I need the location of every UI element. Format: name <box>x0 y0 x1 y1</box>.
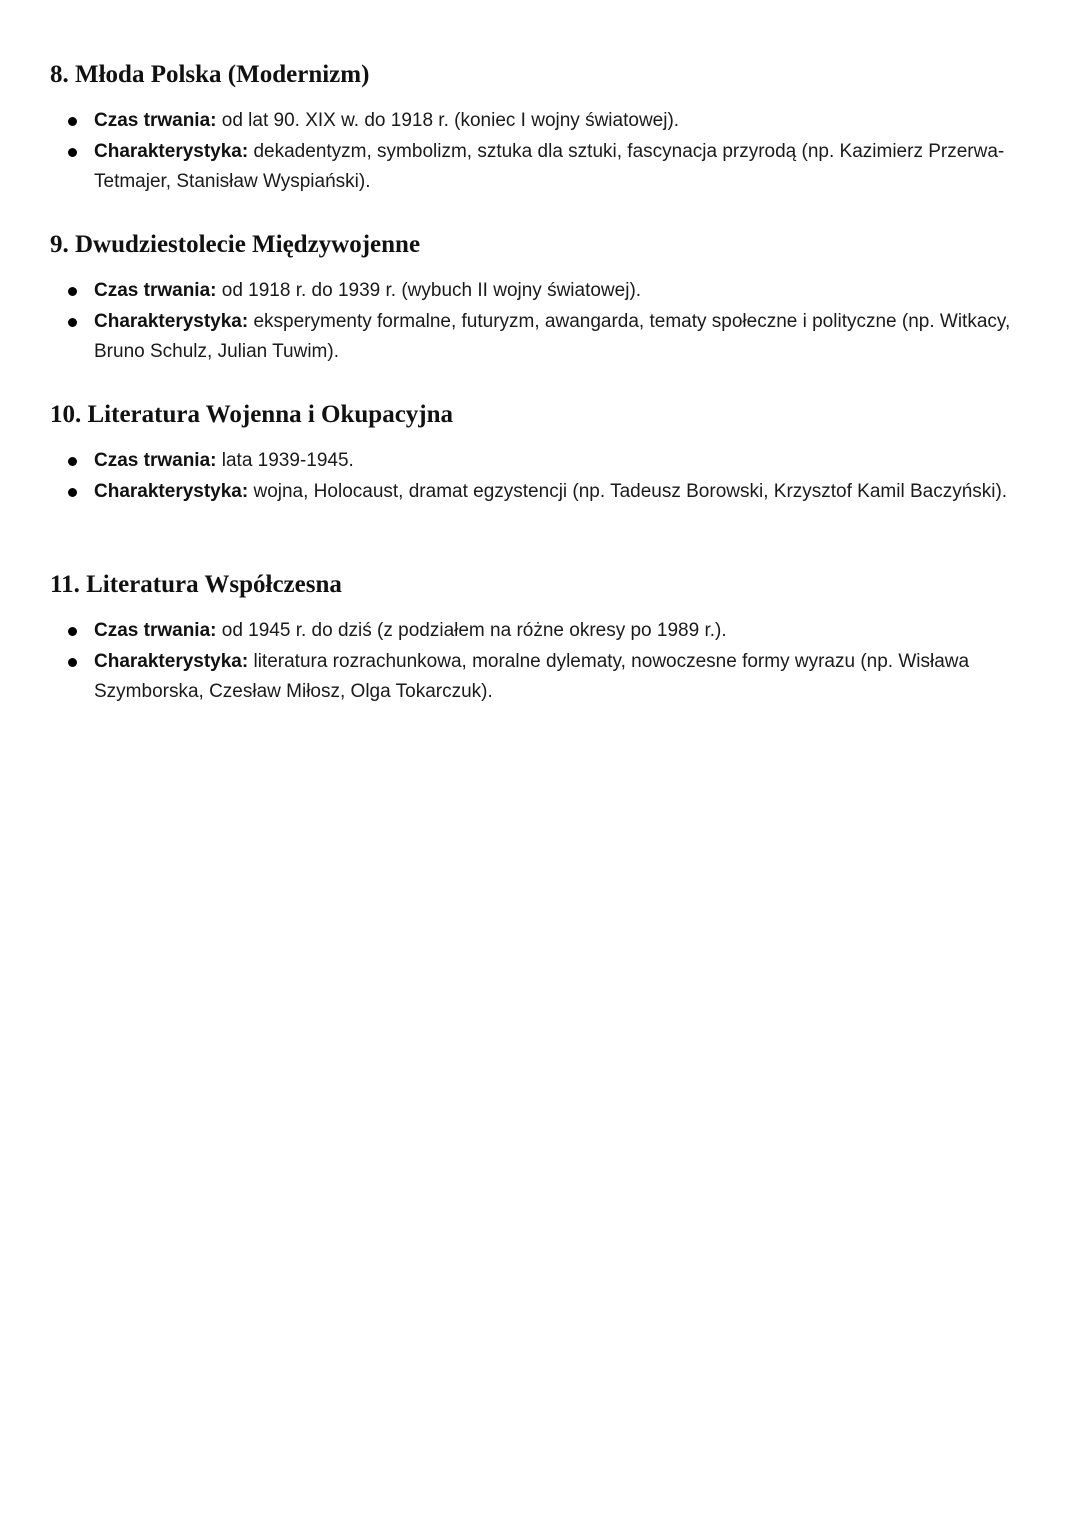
item-term: Charakterystyka: <box>94 310 249 332</box>
item-text: od 1918 r. do 1939 r. (wybuch II wojny światowej). <box>216 280 642 301</box>
bullet-list <box>50 616 1040 708</box>
item-term: Czas trwania: <box>94 280 217 301</box>
list-item <box>50 276 1040 307</box>
list-item <box>50 616 1040 647</box>
item-term: Czas trwania: <box>94 110 217 131</box>
bullet-icon <box>68 148 77 157</box>
item-term: Charakterystyka: <box>94 140 249 162</box>
item-term: Charakterystyka: <box>94 480 249 502</box>
item-text: dekadentyzm, symbolizm, sztuka dla sztuki, fascynacja przyrodą (np. Kazimierz Przerwa-Tetmajer, Stanisław Wyspiański). <box>94 140 1005 192</box>
bullet-icon <box>68 488 77 497</box>
list-item <box>50 137 1040 198</box>
list-item <box>50 307 1040 368</box>
bullet-icon <box>68 318 77 327</box>
section-heading: 11. Literatura Współczesna <box>50 571 342 598</box>
item-term: Charakterystyka: <box>94 650 249 672</box>
list-item <box>50 446 1040 477</box>
bullet-list <box>50 106 1040 198</box>
bullet-icon <box>68 287 77 296</box>
section-mloda-polska <box>50 60 1040 192</box>
list-item <box>50 106 1040 137</box>
item-text: wojna, Holocaust, dramat egzystencji (np. Tadeusz Borowski, Krzysztof Kamil Baczyński). <box>248 480 1008 502</box>
list-item <box>50 477 1040 508</box>
section-heading: 9. Dwudziestolecie Międzywojenne <box>50 231 421 258</box>
section-literatura-wspolczesna <box>50 570 1040 702</box>
bullet-icon <box>68 117 77 126</box>
item-text: lata 1939-1945. <box>216 450 354 471</box>
bullet-list <box>50 446 1040 507</box>
item-text: eksperymenty formalne, futuryzm, awangarda, tematy społeczne i polityczne (np. Witkacy, Bruno Schulz, Julian Tuwim). <box>94 310 1011 362</box>
bullet-icon <box>68 658 77 667</box>
item-text: literatura rozrachunkowa, moralne dylematy, nowoczesne formy wyrazu (np. Wisława Szymborska, Czesław Miłosz, Olga Tokarczuk). <box>94 650 970 702</box>
section-heading: 10. Literatura Wojenna i Okupacyjna <box>50 401 454 428</box>
section-literatura-wojenna <box>50 400 1040 502</box>
item-term: Czas trwania: <box>94 450 217 471</box>
item-text: od 1945 r. do dziś (z podziałem na różne okresy po 1989 r.). <box>216 620 727 641</box>
section-dwudziestolecie <box>50 230 1040 362</box>
item-text: od lat 90. XIX w. do 1918 r. (koniec I wojny światowej). <box>216 110 680 131</box>
section-heading: 8. Młoda Polska (Modernizm) <box>50 61 370 88</box>
item-term: Czas trwania: <box>94 620 217 641</box>
list-item <box>50 647 1040 708</box>
bullet-icon <box>68 457 77 466</box>
bullet-list <box>50 276 1040 368</box>
bullet-icon <box>68 627 77 636</box>
